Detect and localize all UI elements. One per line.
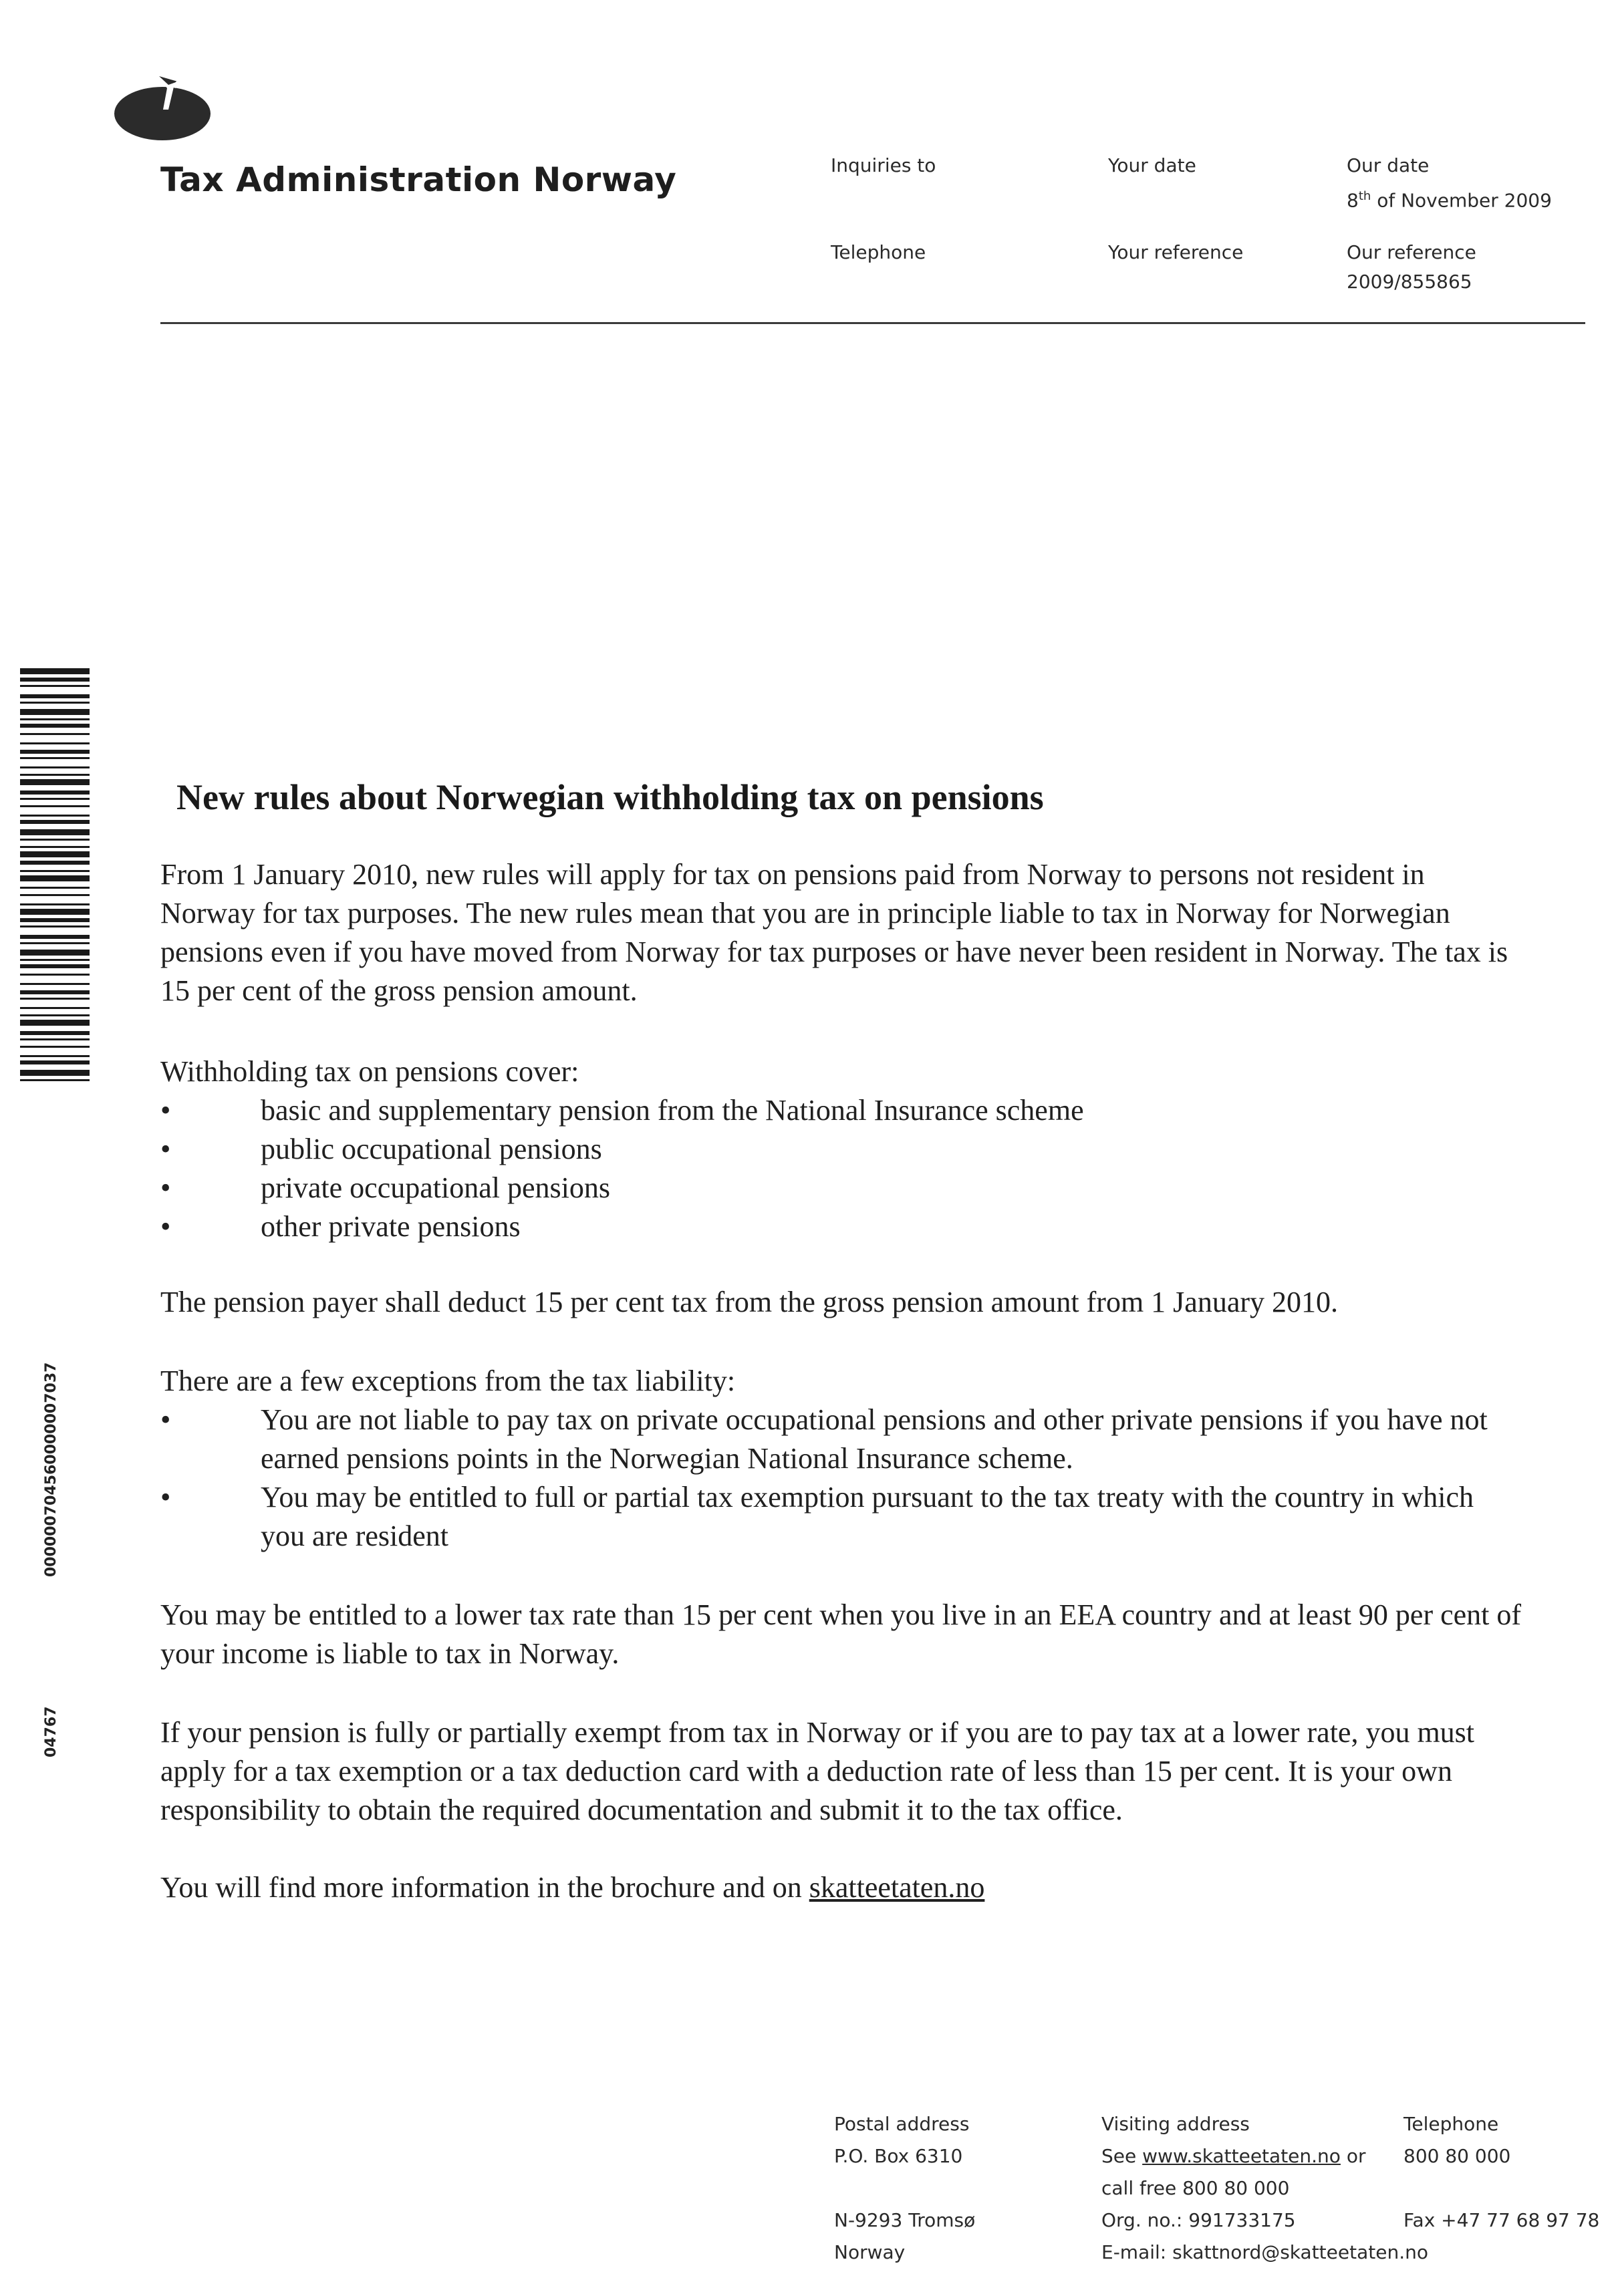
postal-address-block [834, 2108, 975, 2269]
list-item: • public occupational pensions [160, 1130, 1524, 1169]
barcode [20, 668, 90, 1086]
cover-intro: Withholding tax on pensions cover: [160, 1055, 579, 1088]
list-item: • basic and supplementary pension from the National Insurance scheme [160, 1091, 1524, 1130]
call-free: call free 800 80 000 [1101, 2177, 1290, 2199]
intro-paragraph: From 1 January 2010, new rules will apply for tax on pensions paid from Norway to persons not resident in Norway for tax purposes. The new rules mean that you are in principle liable to tax in Norway for Norwegian pensions even if you have moved from Norway for tax purposes or have never been resident in Norway. The tax is 15 per cent of the gross pension amount. [160, 858, 1508, 1007]
deduct-paragraph: The pension payer shall deduct 15 per cent tax from the gross pension amount from 1 January 2010. [160, 1286, 1338, 1318]
email-link[interactable]: skattnord@skatteetaten.no [1172, 2241, 1428, 2263]
telephone-block [1403, 2108, 1599, 2237]
exceptions-intro: There are a few exceptions from the tax liability: [160, 1365, 736, 1397]
visiting-address-block: Visiting address See www.skatteetaten.no or call free 800 80 000 Org. no.: 991733175 E-mail: skattnord@skatteetaten.no [1101, 2108, 1428, 2269]
postal-city: N-9293 Tromsø [834, 2209, 976, 2231]
postal-country: Norway [834, 2241, 906, 2263]
website-link[interactable]: www.skatteetaten.no [1142, 2145, 1341, 2167]
cover-list [160, 1091, 1524, 1246]
exemption-paragraph: If your pension is fully or partially exempt from tax in Norway or if you are to pay tax at a lower rate, you must apply for a tax exemption or a tax deduction card with a deduction rate of less than 15 per cent. It is your own responsibility to obtain the required documentation and submit it to the tax office. [160, 1716, 1475, 1826]
list-item: • You may be entitled to full or partial tax exemption pursuant to the tax treaty with the country in which you are resident [160, 1478, 1524, 1556]
letter-title: New rules about Norwegian withholding tax on pensions [176, 777, 1044, 817]
your-date-label: Your date [1108, 154, 1196, 176]
cover-section [160, 1052, 1524, 1246]
org-number: Org. no.: 991733175 [1101, 2209, 1296, 2231]
telephone-label-footer: Telephone [1403, 2113, 1499, 2135]
our-reference-value: 2009/855865 [1347, 271, 1472, 293]
lower-rate-paragraph: You may be entitled to a lower tax rate than 15 per cent when you live in an EEA country and at least 90 per cent of your income is liable to tax in Norway. [160, 1598, 1522, 1670]
postal-label: Postal address [834, 2113, 970, 2135]
document-code-short: 04767 [43, 1706, 59, 1757]
more-info-paragraph: You will find more information in the brochure and on skatteetaten.no [160, 1871, 985, 1904]
list-item: • private occupational pensions [160, 1169, 1524, 1207]
our-date-value: 8th of November 2009 [1347, 189, 1552, 212]
our-reference-label: Our reference [1347, 241, 1476, 263]
your-reference-label: Your reference [1108, 241, 1244, 263]
list-item: • other private pensions [160, 1207, 1524, 1246]
tax-administration-logo [112, 67, 213, 144]
exceptions-section [160, 1362, 1524, 1556]
skatteetaten-link[interactable]: skatteetaten.no [809, 1871, 985, 1904]
inquiries-label: Inquiries to [831, 154, 936, 176]
telephone-label: Telephone [831, 241, 926, 263]
telephone-value: 800 80 000 [1403, 2145, 1511, 2167]
list-item: • You are not liable to pay tax on private occupational pensions and other private pensions if you have not earned pensions points in the Norwegian National Insurance scheme. [160, 1401, 1524, 1478]
header-divider [160, 322, 1585, 324]
document-code-long: 000000704560000007037 [43, 1362, 59, 1577]
visiting-label: Visiting address [1101, 2113, 1250, 2135]
our-date-label: Our date [1347, 154, 1430, 176]
fax-number: Fax +47 77 68 97 78 [1403, 2209, 1600, 2231]
exceptions-list [160, 1401, 1524, 1556]
postal-box: P.O. Box 6310 [834, 2145, 963, 2167]
org-name: Tax Administration Norway [160, 160, 677, 199]
